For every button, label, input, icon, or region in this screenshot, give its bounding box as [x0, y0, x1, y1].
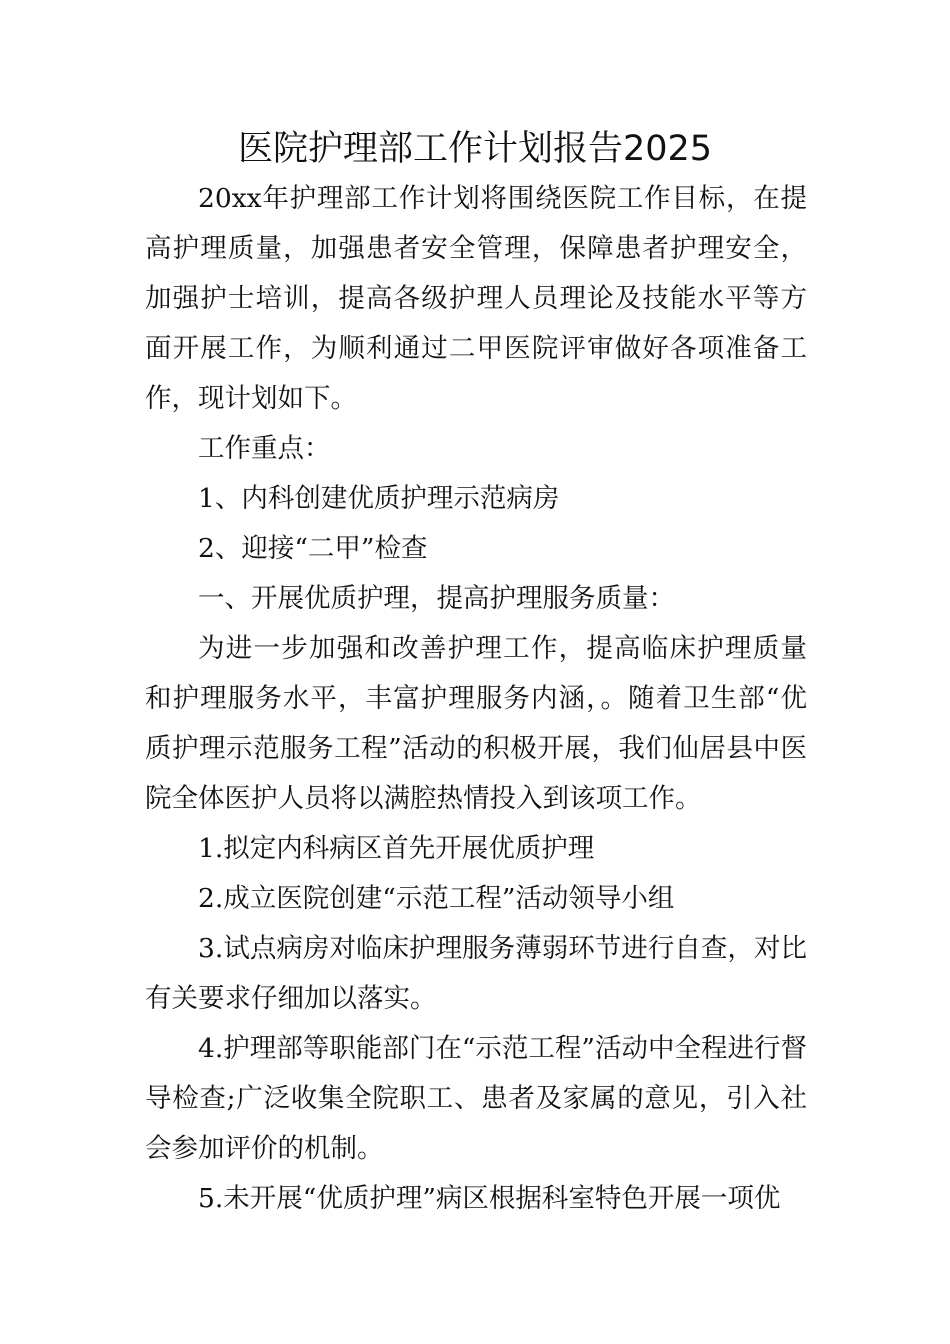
list-item-3: 3.试点病房对临床护理服务薄弱环节进行自查，对比有关要求仔细加以落实。	[145, 933, 807, 1014]
list-item-2: 2.成立医院创建“示范工程”活动领导小组	[198, 883, 675, 914]
list-item-5: 5.未开展“优质护理”病区根据科室特色开展一项优	[198, 1183, 781, 1214]
paragraph-key-point-2: 2、迎接“二甲”检查	[198, 533, 428, 564]
section-heading-1: 一、开展优质护理，提高护理服务质量：	[198, 583, 675, 614]
paragraph-key-point-1: 1、内科创建优质护理示范病房	[198, 483, 560, 514]
document-body	[145, 174, 807, 1224]
paragraph-key-points-heading: 工作重点：	[198, 433, 331, 464]
list-item-4: 4.护理部等职能部门在“示范工程”活动中全程进行督导检查;广泛收集全院职工、患者及家属的意见，引入社会参加评价的机制。	[145, 1033, 807, 1164]
paragraph-section-1-intro: 为进一步加强和改善护理工作，提高临床护理质量和护理服务水平，丰富护理服务内涵，。随着卫生部“优质护理示范服务工程”活动的积极开展，我们仙居县中医院全体医护人员将以满腔热情投入到该项工作。	[145, 633, 807, 814]
document-title: 医院护理部工作计划报告2025	[237, 129, 713, 169]
paragraph-intro: 20xx年护理部工作计划将围绕医院工作目标，在提高护理质量，加强患者安全管理，保障患者护理安全，加强护士培训，提高各级护理人员理论及技能水平等方面开展工作，为顺利通过二甲医院评审做好各项准备工作，现计划如下。	[145, 183, 807, 414]
list-item-1: 1.拟定内科病区首先开展优质护理	[198, 833, 595, 864]
